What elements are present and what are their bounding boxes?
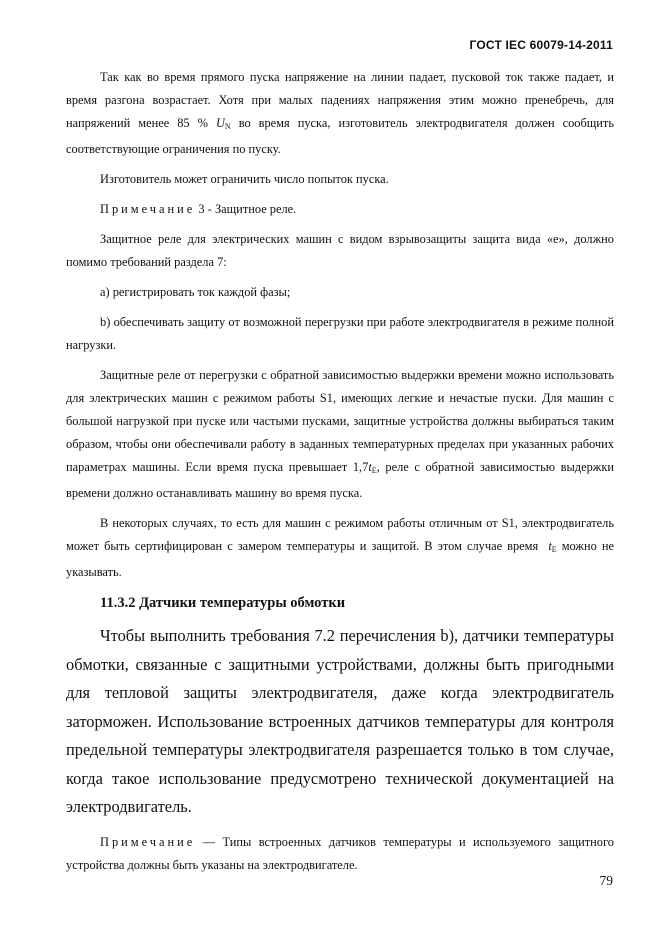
note-3 [66,198,614,221]
paragraph-starting-current [66,66,614,161]
note-final-text: Типы встроенных датчиков температуры и используемого защитного устройства должны быть указаны на электродвигателе. [66,834,614,872]
p1-text-b: во время пуска, изготовитель электродвигателя должен сообщить соответствующие ограничения по пуску. [66,116,614,156]
time-symbol: t [368,460,372,474]
note-final [66,831,614,877]
paragraph-overload-relays [66,364,614,505]
note-final-label: Примечание [100,834,196,849]
standard-header: ГОСТ IEC 60079-14-2011 [469,38,613,52]
page-body [66,66,614,877]
time-subscript: E [371,466,377,475]
p7-text-b: можно не указывать. [66,539,614,579]
paragraph-certification [66,512,614,584]
list-item-a: a) регистрировать ток каждой фазы; [100,285,291,299]
paragraph-start-attempts: Изготовитель может ограничить число попыток пуска. [100,172,389,186]
note-3-label: Примечание [100,202,196,216]
voltage-symbol: U [215,116,225,130]
time-symbol-2: t [548,539,552,553]
note-final-dash: — [202,834,216,849]
time-subscript-2: E [551,545,557,554]
paragraph-winding-sensors: Чтобы выполнить требования 7.2 перечисления b), датчики температуры обмотки, связанные с защитными устройствами, должны быть пригодными для тепловой защиты электродвигателя, даже когда электродвигатель заторможен. Использование встроенных датчиков температуры для контроля предельной температуры электродвигателя разрешается только в том случае, когда такое использование предусмотрено технической документацией на электродвигатель. [66,626,614,816]
p6-text-b: , реле с обратной зависимостью выдержки времени должно останавливать машину во время пуска. [66,460,614,500]
list-item-b: b) обеспечивать защиту от возможной перегрузки при работе электродвигателя в режиме полной нагрузки. [66,315,614,352]
paragraph-protective-relay: Защитное реле для электрических машин с видом взрывозащиты защита вида «е», должно помимо требований раздела 7: [66,232,614,269]
section-heading: 11.3.2 Датчики температуры обмотки [100,595,346,611]
note-3-text: 3 - Защитное реле. [198,202,297,216]
p7-text-a: В некоторых случаях, то есть для машин с режимом работы отличным от S1, электродвигатель может быть сертифицирован с замером температуры и защитой. В этом случае время [66,516,614,553]
p1-text-a: Так как во время прямого пуска напряжение на линии падает, пусковой ток также падает, и время разгона возрастает. Хотя при малых падениях напряжения этим можно пренебречь, для напряжений менее 85 % [66,70,614,130]
p6-text-a: Защитные реле от перегрузки с обратной зависимостью выдержки времени можно использовать для электрических машин с режимом работы S1, имеющих легкие и нечастые пуски. Для машин с большой нагрузкой при пуске или частыми пусками, защитные устройства должны выбираться таким образом, чтобы они обеспечивали работу в заданных температурных пределах при указанных рабочих параметрах машины. Если время пуска превышает 1,7 [66,368,614,474]
voltage-subscript: N [224,122,231,131]
page-number: 79 [599,873,613,888]
